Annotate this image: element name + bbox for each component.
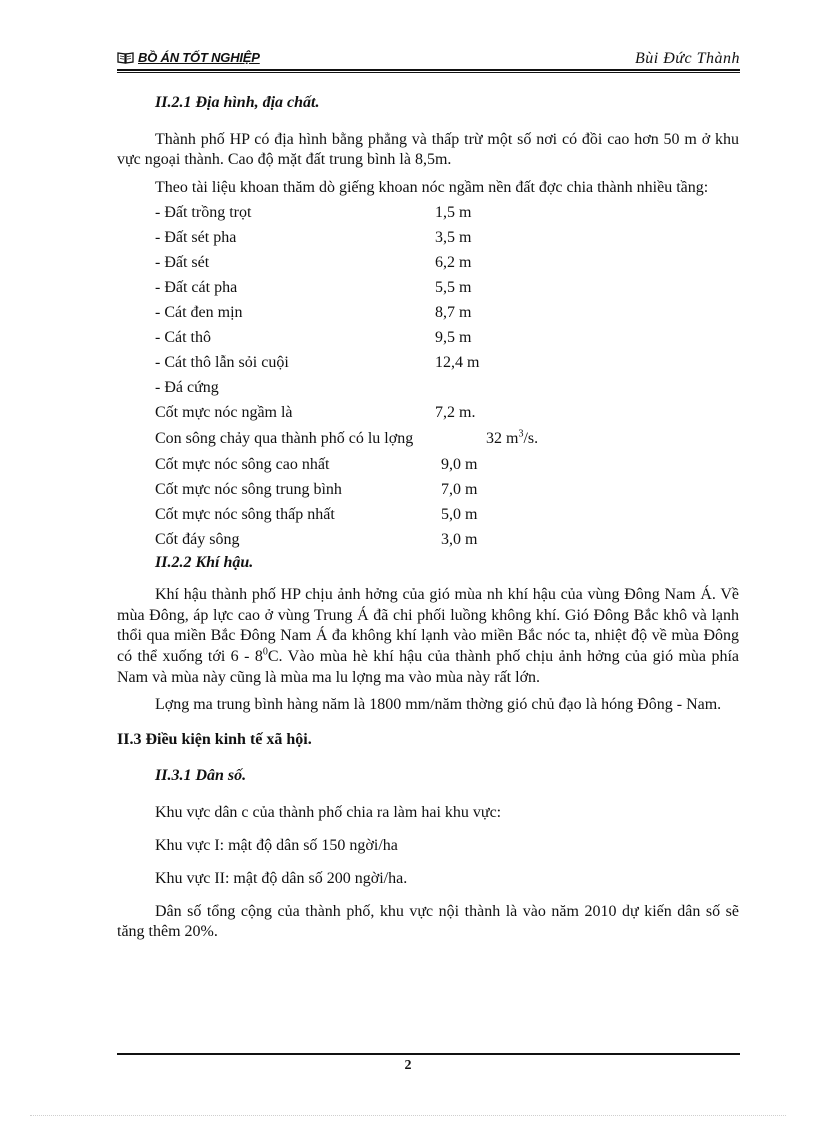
row-value: 3,5 m <box>435 229 472 246</box>
table-row <box>155 275 739 300</box>
table-row <box>155 325 739 350</box>
header-rule-thin <box>117 72 740 73</box>
row-label: Cốt mực nóc sông cao nhất <box>155 456 330 473</box>
row-value: 3,0 m <box>441 531 478 548</box>
page-content <box>117 93 739 942</box>
river-flow-label: Con sông chảy qua thành phố có lu lợng <box>155 430 414 447</box>
row-value: 5,0 m <box>441 506 478 523</box>
row-label: - Đất cát pha <box>155 279 238 296</box>
table-row <box>155 400 739 425</box>
table-row <box>155 250 739 275</box>
row-label: - Đất sét <box>155 254 210 271</box>
row-value: 12,4 m <box>435 354 480 371</box>
table-row <box>155 225 739 250</box>
population-zone-2: Khu vực II: mật độ dân số 200 ngời/ha. <box>155 869 408 887</box>
table-row <box>155 502 739 527</box>
climate-paragraph: Khí hậu thành phố HP chịu ảnh hởng của gió mùa nh khí hậu của vùng Đông Nam Á. Về mùa Đông, áp lực cao ở vùng Trung Á đã chi phối luồng không khí. Gió Đông Bắc khô và lạnh thổi qua miền Bắc Đông Nam Á đa không khí lạnh vào miền Bắc nóc ta, nhiệt độ về mùa Đông có thể xuống tới $6 - 8^0C$. Vào mùa hè khí hậu của thành phố chịu ảnh hởng của gió mùa phía Nam và mùa này cũng là mùa ma lu lợng ma vào mùa này rất lớn. <box>117 586 740 686</box>
terrain-paragraph: Thành phố HP có địa hình bằng phẳng và thấp trừ một số nơi có đồi cao hơn 50 m ở khu vực ngoại thành. Cao độ mặt đất trung bình là 8,5m. <box>117 131 739 168</box>
header-left <box>117 50 260 65</box>
rainfall-paragraph: Lợng ma trung bình hàng năm là 1800 mm/năm thờng gió chủ đạo là hóng Đông - Nam. <box>155 695 722 713</box>
table-row <box>155 477 739 502</box>
row-label: - Cát đen mịn <box>155 304 243 321</box>
footer-rule <box>117 1053 740 1055</box>
row-label: - Đá cứng <box>155 379 219 396</box>
row-label: Cốt đáy sông <box>155 531 240 548</box>
author-name: Bùi Đức Thành <box>635 50 740 67</box>
row-value: 9,0 m <box>441 456 478 473</box>
row-label: - Đất sét pha <box>155 229 237 246</box>
table-row <box>155 300 739 325</box>
section-2-2-1-title: II.2.1 Địa hình, địa chất. <box>155 94 320 111</box>
row-label: - Cát thô <box>155 329 211 346</box>
row-label: Cốt mực nóc sông thấp nhất <box>155 506 335 523</box>
section-2-3-1-title: II.3.1 Dân số. <box>155 766 247 784</box>
row-label: Cốt mực nóc ngầm là <box>155 404 293 421</box>
open-book-icon <box>117 51 134 64</box>
row-label: Cốt mực nóc sông trung bình <box>155 481 342 498</box>
table-row <box>155 200 739 225</box>
river-flow-value: 32 $m^3/s$. <box>486 428 539 447</box>
table-row <box>155 452 739 477</box>
population-intro: Khu vực dân c của thành phố chia ra làm hai khu vực: <box>155 803 502 821</box>
river-flow-row <box>155 425 739 452</box>
water-level-list <box>117 452 739 552</box>
row-value: 6,2 m <box>435 254 472 271</box>
section-2-2-2-title: II.2.2 Khí hậu. <box>155 554 254 571</box>
page-number: 2 <box>404 1058 412 1073</box>
page-header <box>117 50 740 69</box>
row-value: 8,7 m <box>435 304 472 321</box>
boring-paragraph: Theo tài liệu khoan thăm dò giếng khoan nóc ngầm nền đất đợc chia thành nhiều tầng: <box>155 179 709 196</box>
table-row <box>155 527 739 552</box>
row-label: - Cát thô lẫn sỏi cuội <box>155 354 289 371</box>
page-bottom-guide <box>30 1115 786 1116</box>
soil-layer-list <box>117 200 739 425</box>
section-2-3-title: II.3 Điều kiện kinh tế xã hội. <box>117 730 312 748</box>
table-row <box>155 350 739 375</box>
table-row <box>155 375 739 400</box>
row-value: 7,0 m <box>441 481 478 498</box>
header-rule <box>117 69 740 71</box>
row-value: 9,5 m <box>435 329 472 346</box>
population-zone-1: Khu vực I: mật độ dân số 150 ngời/ha <box>155 836 398 854</box>
document-type-label: BỒ ÁN TỐT NGHIỆP <box>138 50 260 65</box>
row-value: 1,5 m <box>435 204 472 221</box>
population-forecast: Dân số tổng cộng của thành phố, khu vực nội thành là vào năm 2010 dự kiến dân số sẽ tăng thêm 20%. <box>117 902 739 940</box>
row-value: 7,2 m. <box>435 404 476 421</box>
row-value: 5,5 m <box>435 279 472 296</box>
row-label: - Đất trồng trọt <box>155 204 252 221</box>
